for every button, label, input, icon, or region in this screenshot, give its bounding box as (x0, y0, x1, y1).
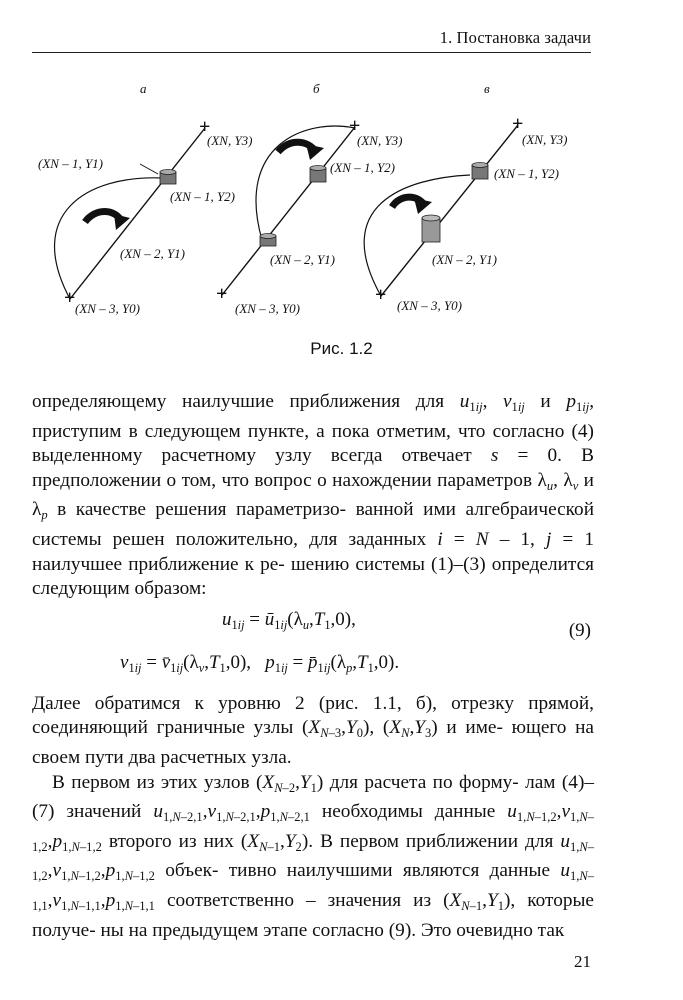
node-label: (XN – 1, Y2) (170, 189, 236, 204)
node-label: (XN – 2, Y1) (432, 252, 498, 267)
arrow-icon (306, 144, 324, 160)
node-label: (XN – 3, Y0) (397, 298, 463, 313)
plus-node-icon: + (349, 115, 361, 137)
plus-node-icon: + (64, 287, 76, 309)
page-number: 21 (574, 952, 591, 971)
node-label: (XN – 2, Y1) (120, 246, 186, 261)
plus-node-icon: + (199, 116, 211, 138)
node-label: (XN – 3, Y0) (235, 301, 301, 316)
formula-line: $u_{1ij}$ = $ū_{1ij}(\lambda_u,T_1,0)$, (222, 608, 356, 632)
panel-label-a: а (140, 81, 147, 96)
plus-node-icon: + (216, 283, 228, 305)
paragraph: определяющему наилучшие приближения для $u_{1ij}$, $v_{1ij}$ и $p_{1ij}$, приступим в следующем пункте, а пока отметим, что согласно (4) выделенному расчетному узлу всегда отвечает s = 0. В предположении о том, что вопрос о нахождении параметров $\lambda_u$, $\lambda_v$ и $\lambda_p$ в качестве решения параметризо- ванной ими алгебраической системы решен положительно, для заданных i = N – 1, j = 1 наилучшее приближение к ре- шению системы (1)–(3) определится следующим образом: (32, 391, 595, 600)
paragraph: Далее обратимся к уровню 2 (рис. 1.1, б), отрезку прямой, соединяющий граничные узлы $(X_{N-3},Y_0)$, $(X_N,Y_3)$ и име- ющего на своем пути два расчетных узла. (32, 692, 594, 768)
panel-label-b: б (313, 81, 320, 96)
node-label: (XN – 1, Y2) (330, 160, 396, 175)
node-label: (XN – 1, Y2) (494, 166, 560, 181)
node-label: (XN – 1, Y1) (38, 156, 104, 171)
node-label: (XN – 3, Y0) (75, 301, 140, 316)
arrow-icon (114, 214, 130, 230)
node-label: (XN, Y3) (207, 133, 253, 148)
figure-caption: Рис. 1.2 (310, 339, 373, 358)
header-rule (32, 52, 591, 53)
arrow-icon (414, 198, 432, 214)
figure-diagram (0, 60, 683, 330)
body-text (32, 390, 594, 943)
node-label: (XN, Y3) (357, 133, 403, 148)
paragraph: В первом из этих узлов $(X_{N-2},Y_1)$ для расчета по форму- лам (4)–(7) значений $u_{1,N-2,1},v_{1,N-2,1},p_{1,N-2,1}$ необходимы данные $u_{1,N-1,2},v_{1,N-1,2},p_{1,N-1,2}$ второго из них $(X_{N-1},Y_2)$. В первом приближении для $u_{1,N-1,2},v_{1,N-1,2},p_{1,N-1,2}$ объек- тивно наилучшими являются данные $u_{1,N-1,1},v_{1,N-1,1},p_{1,N-1,1}$ соответственно – значения из $(X_{N-1},Y_1)$, которые получе- ны на предыдущем этапе согласно (9). Это очевидно так (32, 771, 595, 941)
formula-line: $v_{1ij}$ = $v̄_{1ij}(\lambda_v,T_1,0)$, $p_{1ij}$ = $p̄_{1ij}(\lambda_p,T_1,0)$. (120, 651, 400, 675)
plus-node-icon: + (375, 284, 387, 306)
running-header: 1. Постановка задачи (439, 28, 591, 47)
node-label: (XN – 2, Y1) (270, 252, 336, 267)
equation-number: (9) (568, 620, 591, 641)
panel-label-c: в (484, 81, 490, 96)
cylinder-node-icon (422, 218, 440, 242)
plus-node-icon: + (512, 113, 524, 135)
node-label: (XN, Y3) (522, 132, 568, 147)
